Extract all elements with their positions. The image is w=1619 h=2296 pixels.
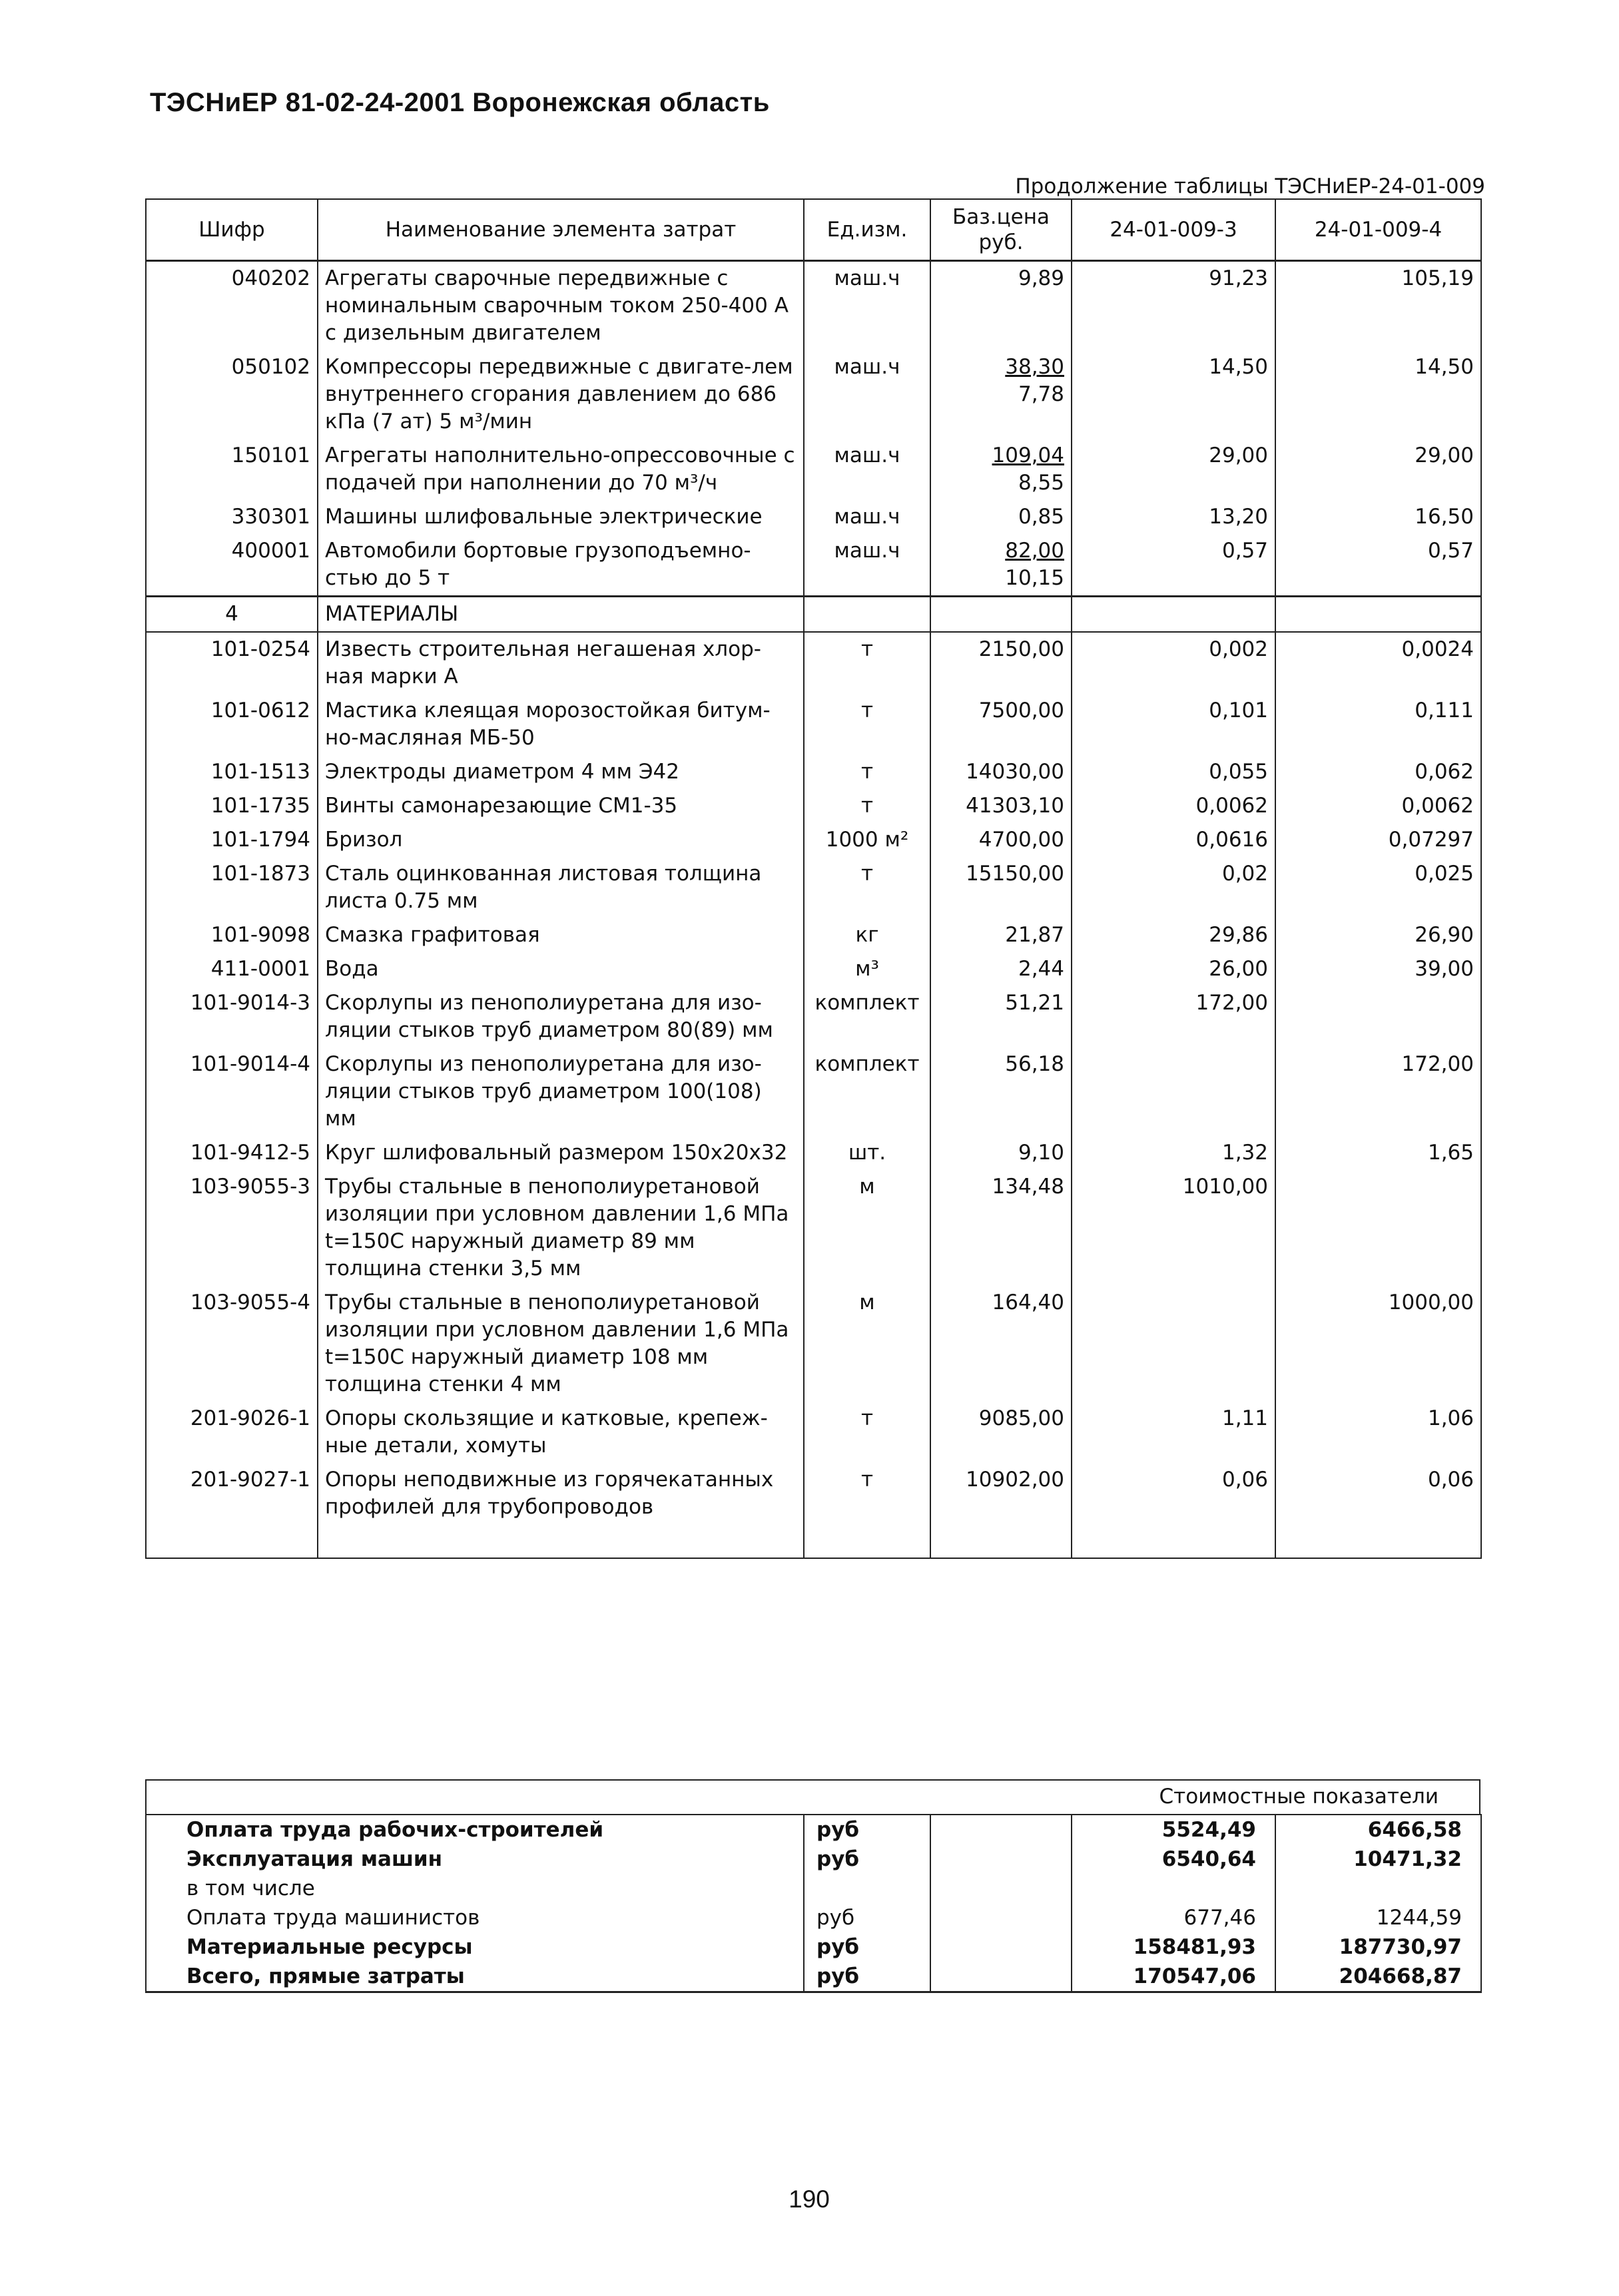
empty-cell <box>930 597 1072 633</box>
value-009-4-cell: 0,06 <box>1275 1463 1481 1524</box>
unit-cell: кг <box>804 918 930 952</box>
value-009-4-cell: 0,062 <box>1275 755 1481 789</box>
materials-rows <box>146 632 1481 1558</box>
value-009-3-cell: 0,0062 <box>1072 789 1275 823</box>
summary-frame-top <box>145 1779 1480 1781</box>
section-title: МАТЕРИАЛЫ <box>318 597 804 633</box>
table-row <box>146 823 1481 857</box>
table-row <box>146 918 1481 952</box>
code-cell: 101-1513 <box>146 755 318 789</box>
summary-caption: Стоимостные показатели <box>1159 1785 1439 1809</box>
unit-cell: м <box>804 1286 930 1402</box>
price-cell: 7500,00 <box>930 694 1072 755</box>
page-number: 190 <box>789 2185 830 2213</box>
value-009-3-cell <box>1072 1047 1275 1136</box>
table-row <box>146 632 1481 694</box>
code-cell: 050102 <box>146 350 318 439</box>
code-cell: 101-0254 <box>146 632 318 694</box>
value-009-3-cell: 0,002 <box>1072 632 1275 694</box>
summary-value-009-3 <box>1072 1874 1275 1903</box>
code-cell: 150101 <box>146 439 318 500</box>
code-cell: 040202 <box>146 261 318 351</box>
price-cell: 21,87 <box>930 918 1072 952</box>
price-cell: 15150,00 <box>930 857 1072 918</box>
price-labor: 8,55 <box>1018 471 1064 495</box>
name-cell: Мастика клеящая морозостойкая битум-но-масляная МБ-50 <box>318 694 804 755</box>
table-row <box>146 261 1481 351</box>
table-row <box>146 439 1481 500</box>
price-cell: 56,18 <box>930 1047 1072 1136</box>
value-009-3-cell: 0,57 <box>1072 534 1275 597</box>
summary-label: Эксплуатация машин <box>146 1845 804 1874</box>
summary-table <box>145 1814 1482 1993</box>
price-total: 82,00 <box>1005 539 1064 563</box>
name-cell: Автомобили бортовые грузоподъемно-стью до 5 т <box>318 534 804 597</box>
value-009-3-cell: 1,11 <box>1072 1402 1275 1463</box>
table-row <box>146 857 1481 918</box>
table-row <box>146 789 1481 823</box>
table-row <box>146 1463 1481 1524</box>
summary-row <box>146 1932 1481 1962</box>
column-header-009-4: 24-01-009-4 <box>1275 199 1481 261</box>
value-009-3-cell: 29,86 <box>1072 918 1275 952</box>
table-row <box>146 952 1481 986</box>
table-row <box>146 1170 1481 1286</box>
name-cell: Скорлупы из пенополиуретана для изо-ляции стыков труб диаметром 100(108) мм <box>318 1047 804 1136</box>
summary-row <box>146 1903 1481 1932</box>
empty-cell <box>318 1524 804 1558</box>
name-cell: Агрегаты наполнительно-опрессовочные с подачей при наполнении до 70 м³/ч <box>318 439 804 500</box>
price-cell: 9,10 <box>930 1136 1072 1170</box>
code-cell: 101-1794 <box>146 823 318 857</box>
price-cell: 10902,00 <box>930 1463 1072 1524</box>
value-009-3-cell: 0,101 <box>1072 694 1275 755</box>
value-009-4-cell: 39,00 <box>1275 952 1481 986</box>
empty-cell <box>146 1524 318 1558</box>
unit-cell: т <box>804 857 930 918</box>
column-header-009-3: 24-01-009-3 <box>1072 199 1275 261</box>
summary-value-009-3: 6540,64 <box>1072 1845 1275 1874</box>
summary-value-009-3: 5524,49 <box>1072 1815 1275 1845</box>
empty-cell <box>1072 1524 1275 1558</box>
summary-row <box>146 1874 1481 1903</box>
summary-value-009-4: 6466,58 <box>1275 1815 1481 1845</box>
section-row <box>146 597 1481 633</box>
unit-cell: комплект <box>804 986 930 1047</box>
summary-value-009-4: 1244,59 <box>1275 1903 1481 1932</box>
value-009-4-cell: 1,06 <box>1275 1402 1481 1463</box>
unit-cell: т <box>804 1402 930 1463</box>
code-cell: 101-9014-3 <box>146 986 318 1047</box>
column-header-code: Шифр <box>146 199 318 261</box>
summary-label: Оплата труда рабочих-строителей <box>146 1815 804 1845</box>
unit-cell: комплект <box>804 1047 930 1136</box>
summary-value-009-4: 10471,32 <box>1275 1845 1481 1874</box>
summary-frame-right <box>1479 1779 1480 1815</box>
value-009-3-cell: 0,0616 <box>1072 823 1275 857</box>
table-row <box>146 755 1481 789</box>
summary-unit: руб <box>804 1845 930 1874</box>
name-cell: Вода <box>318 952 804 986</box>
value-009-4-cell: 0,111 <box>1275 694 1481 755</box>
table-row <box>146 500 1481 534</box>
table-row <box>146 986 1481 1047</box>
summary-empty <box>930 1845 1072 1874</box>
value-009-4-cell: 14,50 <box>1275 350 1481 439</box>
name-cell: Компрессоры передвижные с двигате-лем внутреннего сгорания давлением до 686 кПа (7 ат) 5 м³/мин <box>318 350 804 439</box>
empty-cell <box>930 1524 1072 1558</box>
summary-empty <box>930 1903 1072 1932</box>
summary-value-009-3: 170547,06 <box>1072 1962 1275 1992</box>
summary-unit: руб <box>804 1815 930 1845</box>
summary-label: в том числе <box>146 1874 804 1903</box>
price-total: 38,30 <box>1005 355 1064 379</box>
value-009-3-cell: 13,20 <box>1072 500 1275 534</box>
value-009-3-cell: 0,055 <box>1072 755 1275 789</box>
table-row-spacer <box>146 1524 1481 1558</box>
value-009-4-cell: 26,90 <box>1275 918 1481 952</box>
unit-cell: маш.ч <box>804 500 930 534</box>
unit-cell: маш.ч <box>804 534 930 597</box>
cost-table <box>145 198 1482 1559</box>
summary-row <box>146 1845 1481 1874</box>
value-009-3-cell: 29,00 <box>1072 439 1275 500</box>
price-labor: 10,15 <box>1005 566 1064 590</box>
price-cell: 4700,00 <box>930 823 1072 857</box>
code-cell: 201-9026-1 <box>146 1402 318 1463</box>
price-cell: 134,48 <box>930 1170 1072 1286</box>
value-009-3-cell: 14,50 <box>1072 350 1275 439</box>
table-row <box>146 1047 1481 1136</box>
name-cell: Известь строительная негашеная хлор-ная марки А <box>318 632 804 694</box>
name-cell: Сталь оцинкованная листовая толщина листа 0.75 мм <box>318 857 804 918</box>
unit-cell: т <box>804 789 930 823</box>
value-009-4-cell <box>1275 1170 1481 1286</box>
code-cell: 330301 <box>146 500 318 534</box>
value-009-3-cell <box>1072 1286 1275 1402</box>
summary-empty <box>930 1962 1072 1992</box>
summary-value-009-4 <box>1275 1874 1481 1903</box>
value-009-4-cell: 0,07297 <box>1275 823 1481 857</box>
empty-cell <box>1072 597 1275 633</box>
summary-value-009-4: 187730,97 <box>1275 1932 1481 1962</box>
value-009-4-cell: 0,57 <box>1275 534 1481 597</box>
value-009-3-cell: 0,06 <box>1072 1463 1275 1524</box>
price-labor: 7,78 <box>1018 382 1064 406</box>
unit-cell: т <box>804 632 930 694</box>
summary-value-009-3: 158481,93 <box>1072 1932 1275 1962</box>
column-header-name: Наименование элемента затрат <box>318 199 804 261</box>
name-cell: Опоры скользящие и катковые, крепеж-ные детали, хомуты <box>318 1402 804 1463</box>
value-009-3-cell: 26,00 <box>1072 952 1275 986</box>
summary-row <box>146 1815 1481 1845</box>
price-cell: 164,40 <box>930 1286 1072 1402</box>
price-cell <box>930 439 1072 500</box>
summary-unit: руб <box>804 1962 930 1992</box>
value-009-4-cell: 0,0024 <box>1275 632 1481 694</box>
summary-value-009-3: 677,46 <box>1072 1903 1275 1932</box>
table-row <box>146 534 1481 597</box>
unit-cell: маш.ч <box>804 350 930 439</box>
name-cell: Скорлупы из пенополиуретана для изо-ляции стыков труб диаметром 80(89) мм <box>318 986 804 1047</box>
price-cell: 14030,00 <box>930 755 1072 789</box>
code-cell: 400001 <box>146 534 318 597</box>
name-cell: Трубы стальные в пенополиуретановой изоляции при условном давлении 1,6 МПа t=150С наружный диаметр 89 мм толщина стенки 3,5 мм <box>318 1170 804 1286</box>
unit-cell: м <box>804 1170 930 1286</box>
value-009-4-cell: 16,50 <box>1275 500 1481 534</box>
unit-cell: м³ <box>804 952 930 986</box>
summary-unit: руб <box>804 1932 930 1962</box>
name-cell: Электроды диаметром 4 мм Э42 <box>318 755 804 789</box>
value-009-4-cell: 172,00 <box>1275 1047 1481 1136</box>
name-cell: Винты самонарезающие СМ1-35 <box>318 789 804 823</box>
summary-unit: руб <box>804 1903 930 1932</box>
price-cell: 9085,00 <box>930 1402 1072 1463</box>
summary-value-009-4: 204668,87 <box>1275 1962 1481 1992</box>
code-cell: 101-1735 <box>146 789 318 823</box>
name-cell: Круг шлифовальный размером 150х20х32 <box>318 1136 804 1170</box>
code-cell: 103-9055-3 <box>146 1170 318 1286</box>
value-009-4-cell: 105,19 <box>1275 261 1481 351</box>
summary-label: Оплата труда машинистов <box>146 1903 804 1932</box>
table-header-row <box>146 199 1481 261</box>
code-cell: 103-9055-4 <box>146 1286 318 1402</box>
empty-cell <box>804 1524 930 1558</box>
value-009-3-cell: 172,00 <box>1072 986 1275 1047</box>
code-cell: 411-0001 <box>146 952 318 986</box>
name-cell: Смазка графитовая <box>318 918 804 952</box>
value-009-4-cell: 0,025 <box>1275 857 1481 918</box>
name-cell: Бризол <box>318 823 804 857</box>
table-row <box>146 1402 1481 1463</box>
value-009-3-cell: 1,32 <box>1072 1136 1275 1170</box>
price-cell: 0,85 <box>930 500 1072 534</box>
price-cell: 2,44 <box>930 952 1072 986</box>
unit-cell: маш.ч <box>804 439 930 500</box>
value-009-3-cell: 1010,00 <box>1072 1170 1275 1286</box>
summary-empty <box>930 1815 1072 1845</box>
empty-cell <box>1275 1524 1481 1558</box>
summary-empty <box>930 1932 1072 1962</box>
price-cell: 2150,00 <box>930 632 1072 694</box>
table-continuation-caption: Продолжение таблицы ТЭСНиЕР-24-01-009 <box>1015 174 1485 198</box>
unit-cell: шт. <box>804 1136 930 1170</box>
table-row <box>146 350 1481 439</box>
code-cell: 201-9027-1 <box>146 1463 318 1524</box>
code-cell: 101-1873 <box>146 857 318 918</box>
unit-cell: т <box>804 755 930 789</box>
price-total: 109,04 <box>992 443 1064 467</box>
empty-cell <box>804 597 930 633</box>
name-cell: Трубы стальные в пенополиуретановой изоляции при условном давлении 1,6 МПа t=150С наружный диаметр 108 мм толщина стенки 4 мм <box>318 1286 804 1402</box>
summary-frame-left <box>145 1779 147 1815</box>
table-row <box>146 1286 1481 1402</box>
value-009-4-cell: 1,65 <box>1275 1136 1481 1170</box>
price-cell <box>930 350 1072 439</box>
summary-unit <box>804 1874 930 1903</box>
value-009-4-cell <box>1275 986 1481 1047</box>
value-009-4-cell: 1000,00 <box>1275 1286 1481 1402</box>
table-row <box>146 1136 1481 1170</box>
value-009-3-cell: 91,23 <box>1072 261 1275 351</box>
summary-label: Материальные ресурсы <box>146 1932 804 1962</box>
price-cell <box>930 534 1072 597</box>
summary-label: Всего, прямые затраты <box>146 1962 804 1992</box>
price-cell: 9,89 <box>930 261 1072 351</box>
name-cell: Опоры неподвижные из горячекатанных профилей для трубопроводов <box>318 1463 804 1524</box>
name-cell: Машины шлифовальные электрические <box>318 500 804 534</box>
column-header-price: Баз.цена руб. <box>930 199 1072 261</box>
empty-cell <box>1275 597 1481 633</box>
name-cell: Агрегаты сварочные передвижные с номинальным сварочным током 250-400 А с дизельным двигателем <box>318 261 804 351</box>
price-cell: 51,21 <box>930 986 1072 1047</box>
column-header-unit: Ед.изм. <box>804 199 930 261</box>
unit-cell: 1000 м² <box>804 823 930 857</box>
document-title: ТЭСНиЕР 81-02-24-2001 Воронежская область <box>150 88 770 117</box>
value-009-4-cell: 0,0062 <box>1275 789 1481 823</box>
summary-empty <box>930 1874 1072 1903</box>
unit-cell: т <box>804 694 930 755</box>
code-cell: 101-9014-4 <box>146 1047 318 1136</box>
value-009-4-cell: 29,00 <box>1275 439 1481 500</box>
value-009-3-cell: 0,02 <box>1072 857 1275 918</box>
table-row <box>146 694 1481 755</box>
code-cell: 101-9098 <box>146 918 318 952</box>
code-cell: 101-9412-5 <box>146 1136 318 1170</box>
code-cell: 101-0612 <box>146 694 318 755</box>
summary-row <box>146 1962 1481 1992</box>
price-cell: 41303,10 <box>930 789 1072 823</box>
unit-cell: маш.ч <box>804 261 930 351</box>
section-number: 4 <box>146 597 318 633</box>
unit-cell: т <box>804 1463 930 1524</box>
